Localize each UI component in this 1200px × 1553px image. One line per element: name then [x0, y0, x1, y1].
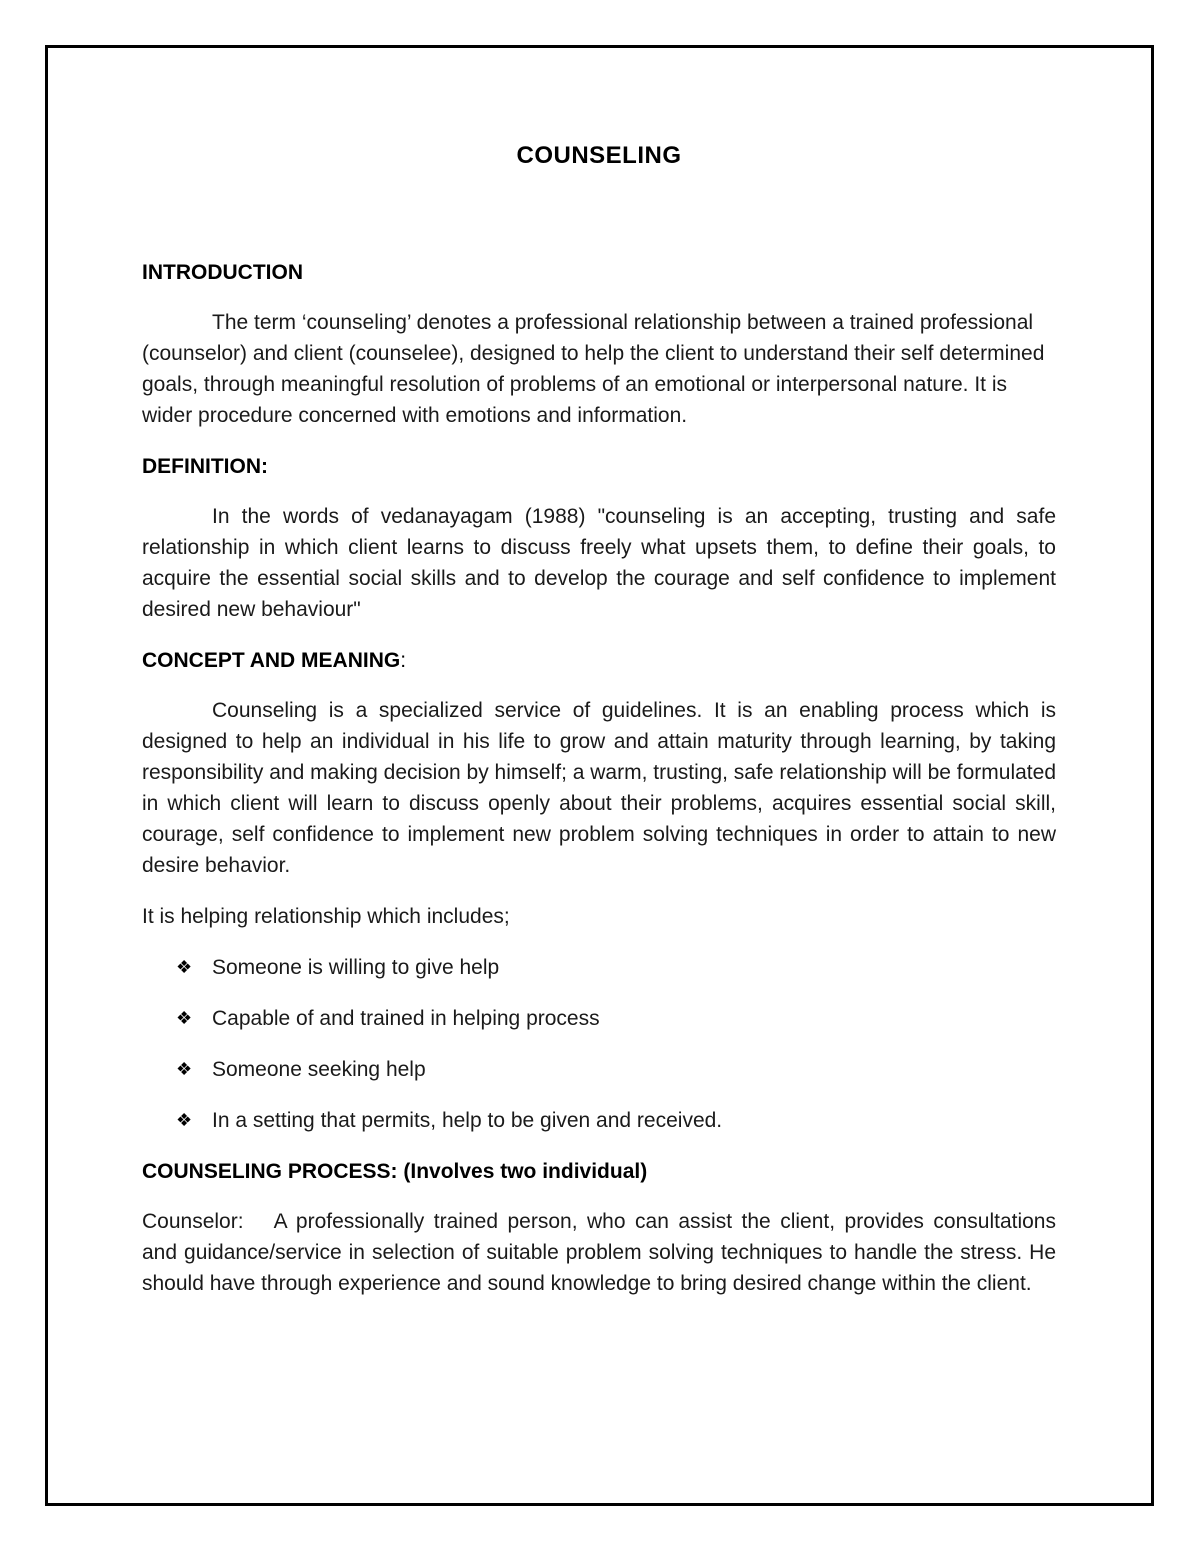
diamond-bullet-icon: ❖	[176, 957, 193, 977]
introduction-paragraph: The term ‘counseling’ denotes a professional relationship between a trained professional (counselor) and client (counselee), designed to help the client to understand their self determined goals, through meaningful resolution of problems of an emotional or interpersonal nature. It is wider procedure concerned with emotions and information.	[142, 311, 1045, 427]
document-body	[142, 140, 1056, 1319]
helping-relationship-list	[142, 952, 1056, 1136]
list-item-text: Someone seeking help	[212, 1058, 426, 1081]
concept-paragraph: Counseling is a specialized service of guidelines. It is an enabling process which is designed to help an individual in his life to grow and attain maturity through learning, by taking responsibility and making decision by himself; a warm, trusting, safe relationship will be formulated in which client will learn to discuss openly about their problems, acquires essential social skill, courage, self confidence to implement new problem solving techniques in order to attain to new desire behavior.	[142, 699, 1056, 877]
list-item	[142, 1054, 1056, 1085]
diamond-bullet-icon: ❖	[176, 1008, 193, 1028]
counselor-text: A professionally trained person, who can assist the client, provides consultations and guidance/service in selection of suitable problem solving techniques to handle the stress. He should have through experience and sound knowledge to bring desired change within the client.	[142, 1210, 1056, 1295]
list-item	[142, 1105, 1056, 1136]
list-item-text: Someone is willing to give help	[212, 956, 500, 979]
concept-heading-colon: :	[400, 649, 407, 672]
list-item-text: In a setting that permits, help to be given and received.	[212, 1109, 723, 1132]
process-heading: COUNSELING PROCESS: (Involves two individual)	[142, 1160, 648, 1183]
definition-heading: DEFINITION:	[142, 455, 268, 478]
list-item	[142, 1003, 1056, 1034]
concept-heading	[142, 645, 1056, 676]
counselor-label: Counselor:	[142, 1210, 244, 1233]
document-title: COUNSELING	[516, 142, 682, 169]
diamond-bullet-icon: ❖	[176, 1110, 193, 1130]
introduction-heading: INTRODUCTION	[142, 261, 303, 284]
list-intro: It is helping relationship which includes;	[142, 905, 510, 928]
list-item	[142, 952, 1056, 983]
list-item-text: Capable of and trained in helping process	[212, 1007, 600, 1030]
diamond-bullet-icon: ❖	[176, 1059, 193, 1079]
definition-paragraph: In the words of vedanayagam (1988) "counseling is an accepting, trusting and safe relationship in which client learns to discuss freely what upsets them, to define their goals, to acquire the essential social skills and to develop the courage and self confidence to implement desired new behaviour"	[142, 505, 1056, 621]
counselor-paragraph	[142, 1206, 1056, 1299]
concept-heading-text: CONCEPT AND MEANING	[142, 649, 401, 672]
